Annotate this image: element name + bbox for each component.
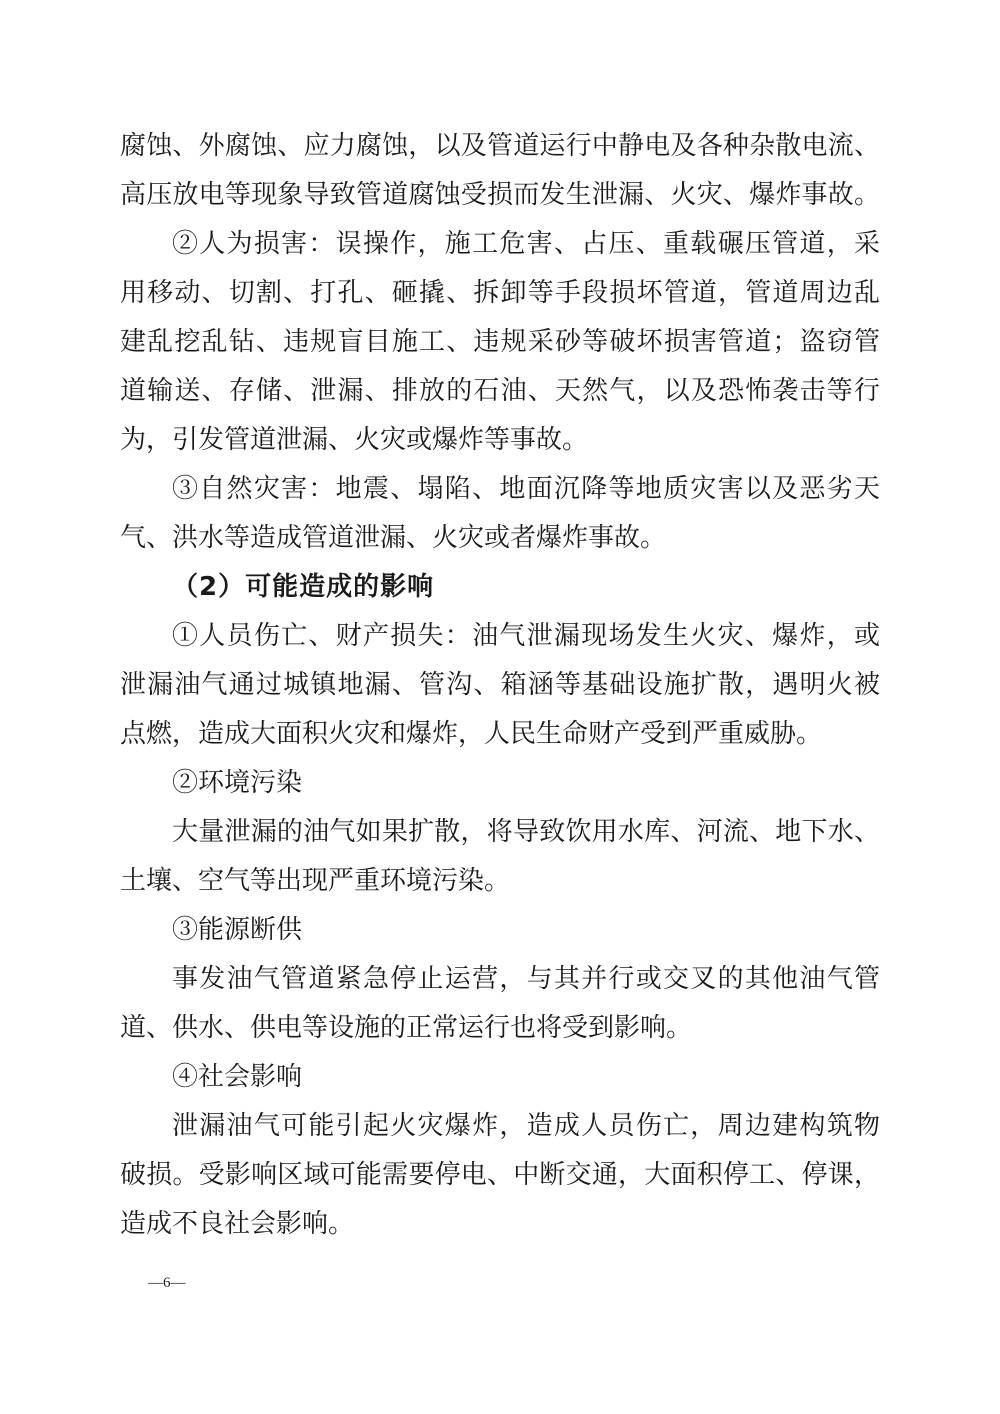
text-line: 高压放电等现象导致管道腐蚀受损而发生泄漏、火灾、爆炸事故。 <box>120 180 880 210</box>
text-line: 为，引发管道泄漏、火灾或爆炸等事故。 <box>120 425 589 455</box>
subheading-line: ③能源断供 <box>172 915 303 945</box>
paragraph-start-line: ①人员伤亡、财产损失：油气泄漏现场发生火灾、爆炸，或 <box>172 621 880 651</box>
text-line: 破损。受影响区域可能需要停电、中断交通，大面积停工、停课， <box>120 1160 880 1190</box>
text-line: 建乱挖乱钻、违规盲目施工、违规采砂等破坏损害管道；盗窃管 <box>120 327 880 357</box>
subheading-line: ②环境污染 <box>172 768 303 798</box>
text-line: 点燃，造成大面积火灾和爆炸，人民生命财产受到严重威胁。 <box>120 719 823 749</box>
paragraph-start-line: ②人为损害：误操作，施工危害、占压、重载碾压管道，采 <box>172 229 880 259</box>
section-heading: （2）可能造成的影响 <box>172 572 435 602</box>
subheading-line: ④社会影响 <box>172 1062 303 1092</box>
text-line: 造成不良社会影响。 <box>120 1209 355 1239</box>
page-number: —6— <box>148 1275 186 1291</box>
paragraph-start-line: ③自然灾害：地震、塌陷、地面沉降等地质灾害以及恶劣天 <box>172 474 880 504</box>
text-line: 用移动、切割、打孔、砸撬、拆卸等手段损坏管道，管道周边乱 <box>120 278 880 308</box>
text-line: 泄漏油气通过城镇地漏、管沟、箱涵等基础设施扩散，遇明火被 <box>120 670 880 700</box>
text-line: 道输送、存储、泄漏、排放的石油、天然气，以及恐怖袭击等行 <box>120 376 880 406</box>
text-line: 气、洪水等造成管道泄漏、火灾或者爆炸事故。 <box>120 523 667 553</box>
paragraph-start-line: 泄漏油气可能引起火灾爆炸，造成人员伤亡，周边建构筑物 <box>172 1111 880 1141</box>
text-line: 腐蚀、外腐蚀、应力腐蚀，以及管道运行中静电及各种杂散电流、 <box>120 131 880 161</box>
paragraph-start-line: 大量泄漏的油气如果扩散，将导致饮用水库、河流、地下水、 <box>172 817 880 847</box>
paragraph-start-line: 事发油气管道紧急停止运营，与其并行或交叉的其他油气管 <box>172 964 880 994</box>
body-text <box>120 122 880 1249</box>
text-line: 道、供水、供电等设施的正常运行也将受到影响。 <box>120 1013 693 1043</box>
text-line: 土壤、空气等出现严重环境污染。 <box>120 866 511 896</box>
